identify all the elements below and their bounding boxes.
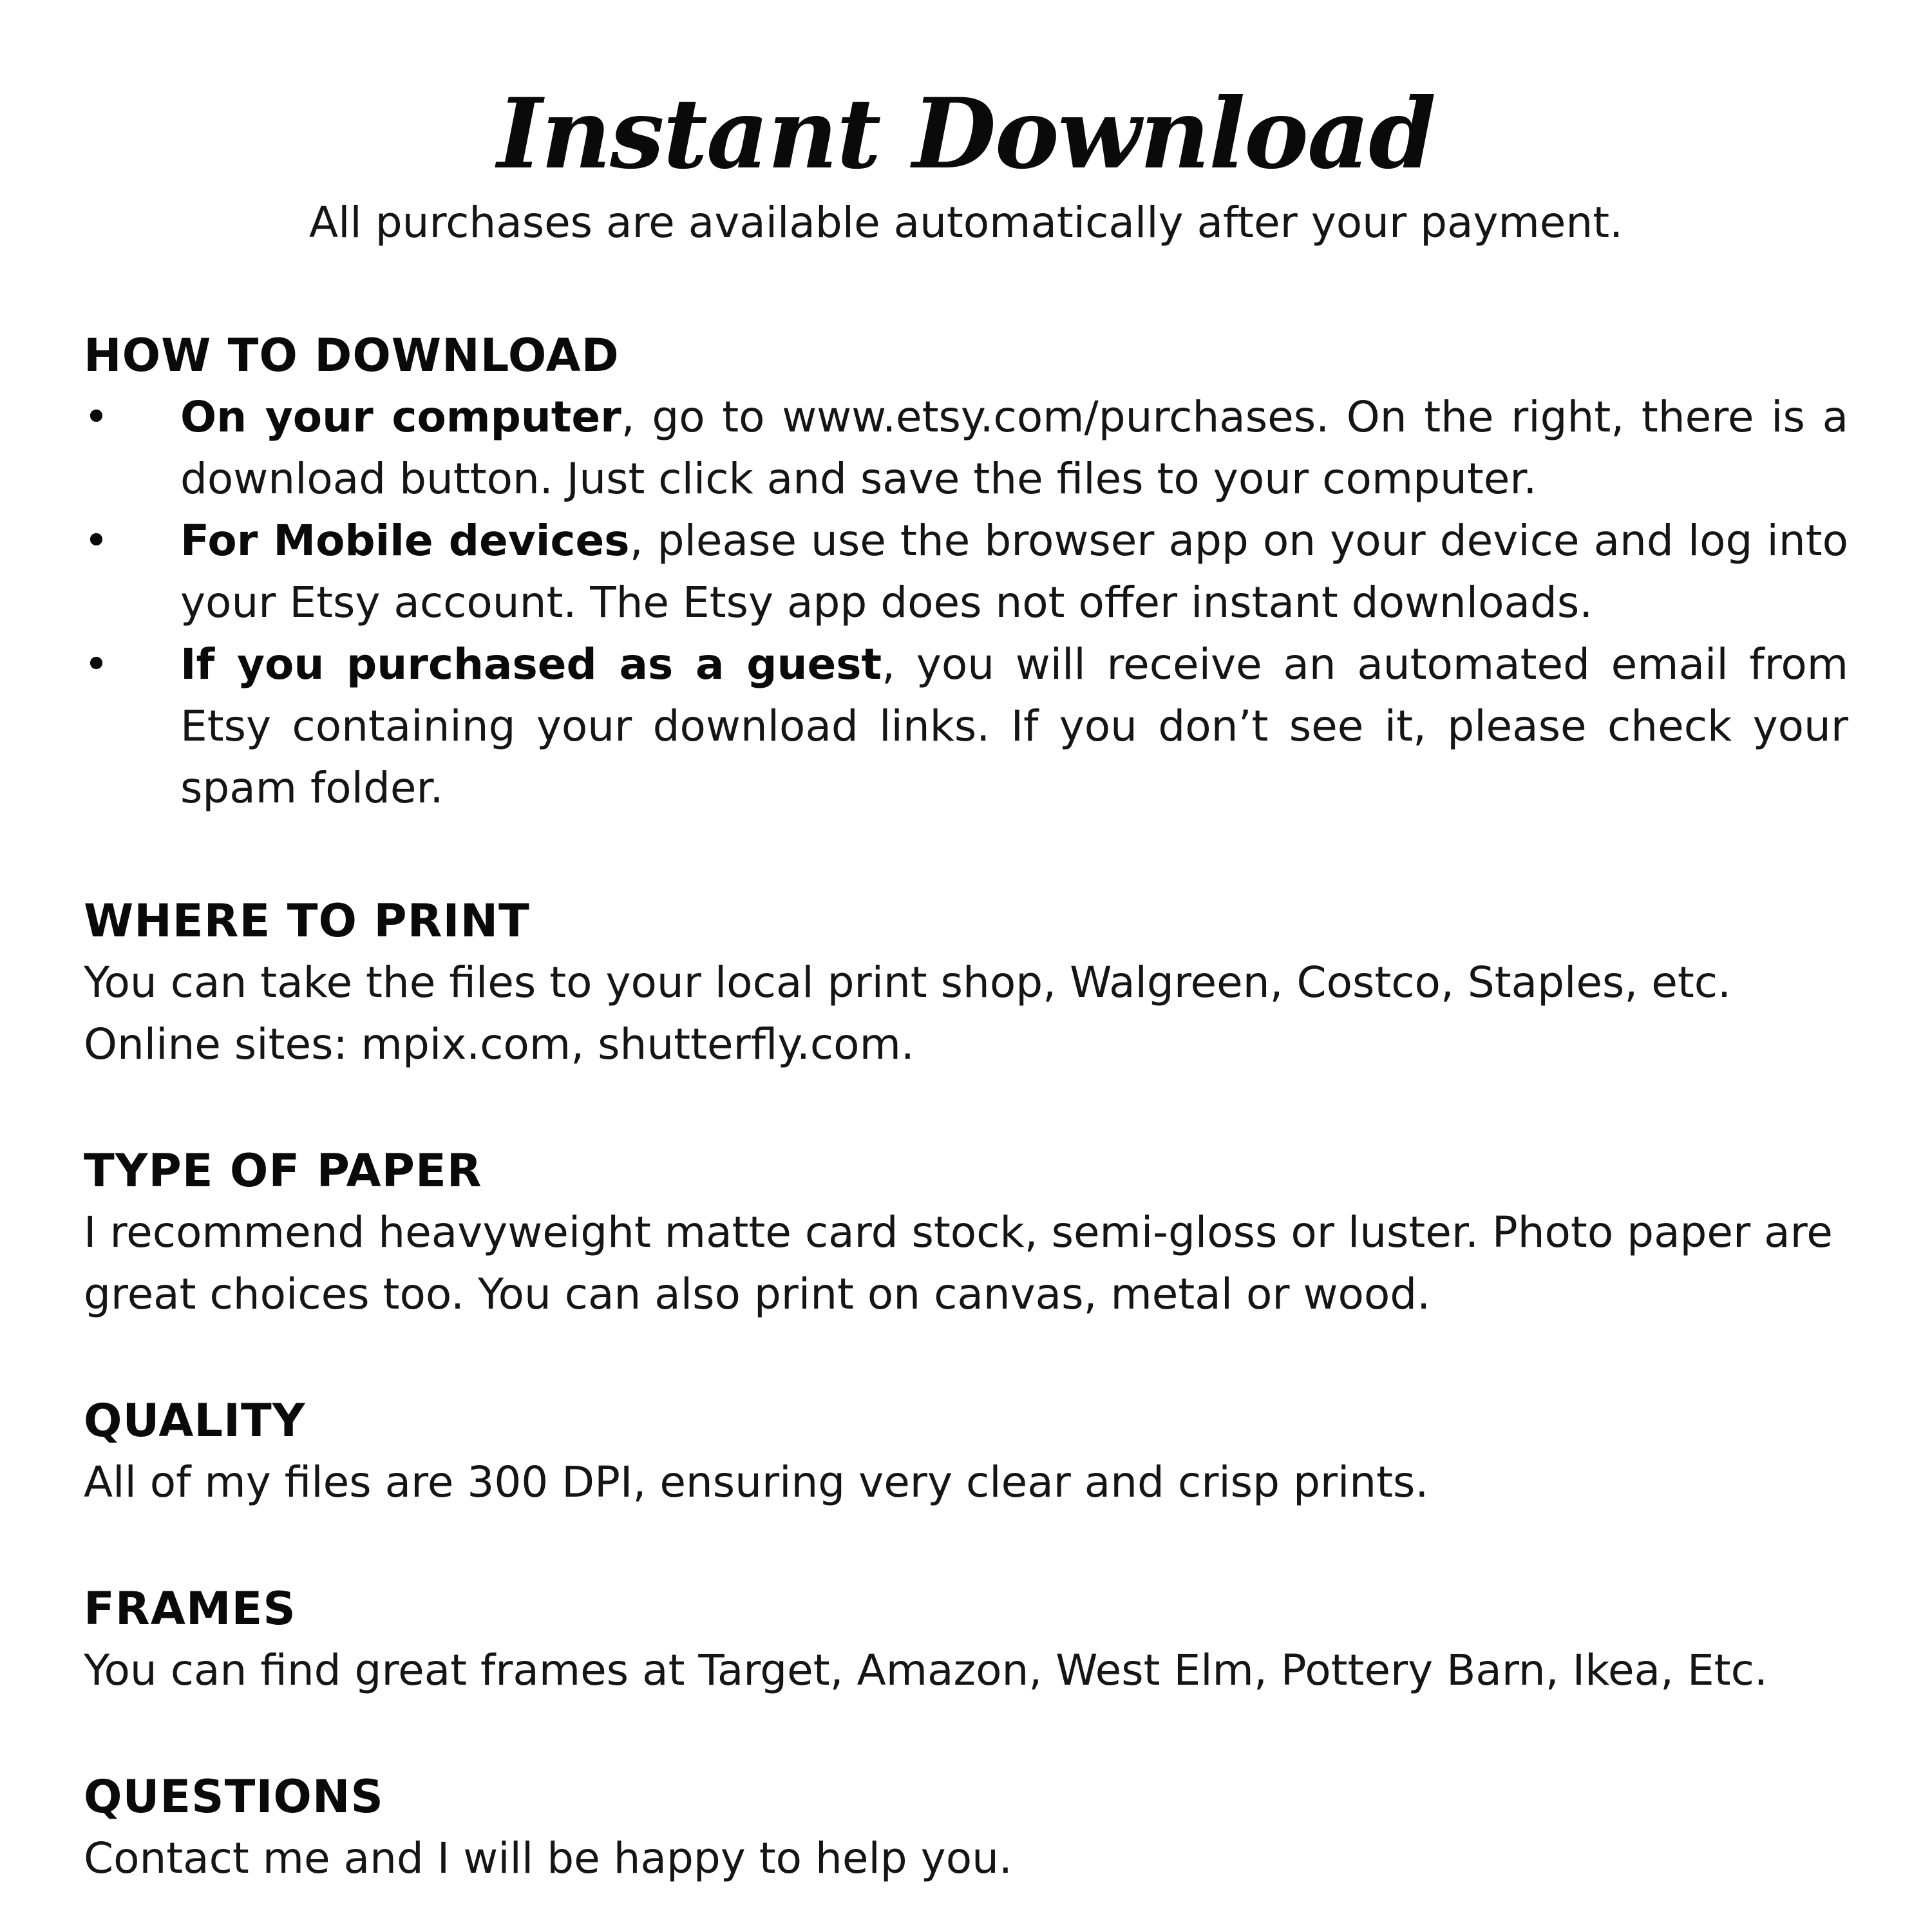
page-title: Instant Download [497,77,1435,191]
frames-text: You can find great frames at Target, Amazon, West Elm, Pottery Barn, Ikea, Etc. [84,1645,1768,1695]
step-lead-mobile: For Mobile devices [180,516,630,565]
how-to-download-heading: HOW TO DOWNLOAD [84,329,620,382]
where-to-print-heading: WHERE TO PRINT [84,895,530,947]
step-lead-computer: On your computer [180,392,621,442]
quality-text: All of my files are 300 DPI, ensuring very clear and crisp prints. [84,1457,1429,1507]
type-of-paper-text: I recommend heavyweight matte card stock, semi-gloss or luster. Photo paper are great choices too. You can also print on canvas, metal or wood. [84,1208,1833,1319]
bullet-icon: • [84,516,109,565]
list-item-guest [84,634,1848,819]
type-of-paper-heading: TYPE OF PAPER [84,1144,482,1197]
section-frames [84,1578,1848,1701]
frames-heading: FRAMES [84,1582,296,1635]
step-text-guest: , you will receive an automated email from Etsy containing your download links. If you don’t see it, please check your spam folder. [180,639,1848,813]
section-questions [84,1766,1848,1889]
step-text-mobile: , please use the browser app on your device and log into your Etsy account. The Etsy app does not offer instant downloads. [180,516,1848,627]
where-to-print-text: You can take the files to your local print shop, Walgreen, Costco, Staples, etc. Online sites: mpix.com, shutterfly.com. [84,958,1732,1069]
section-where-to-print [84,890,1848,1075]
quality-heading: QUALITY [84,1394,306,1447]
step-text-computer: , go to www.etsy.com/purchases. On the right, there is a download button. Just click and save the files to your computer. [180,392,1849,504]
section-type-of-paper [84,1140,1848,1325]
list-item-computer [84,386,1848,510]
download-steps-list [84,386,1848,819]
section-how-to-download [84,325,1848,819]
list-item-mobile [84,510,1848,634]
step-lead-guest: If you purchased as a guest [180,639,882,689]
section-quality [84,1390,1848,1513]
questions-heading: QUESTIONS [84,1770,384,1823]
page-subtitle: All purchases are available automatically after your payment. [308,198,1624,247]
bullet-icon: • [84,639,109,689]
bullet-icon: • [84,392,109,442]
questions-text: Contact me and I will be happy to help you. [84,1833,1012,1883]
